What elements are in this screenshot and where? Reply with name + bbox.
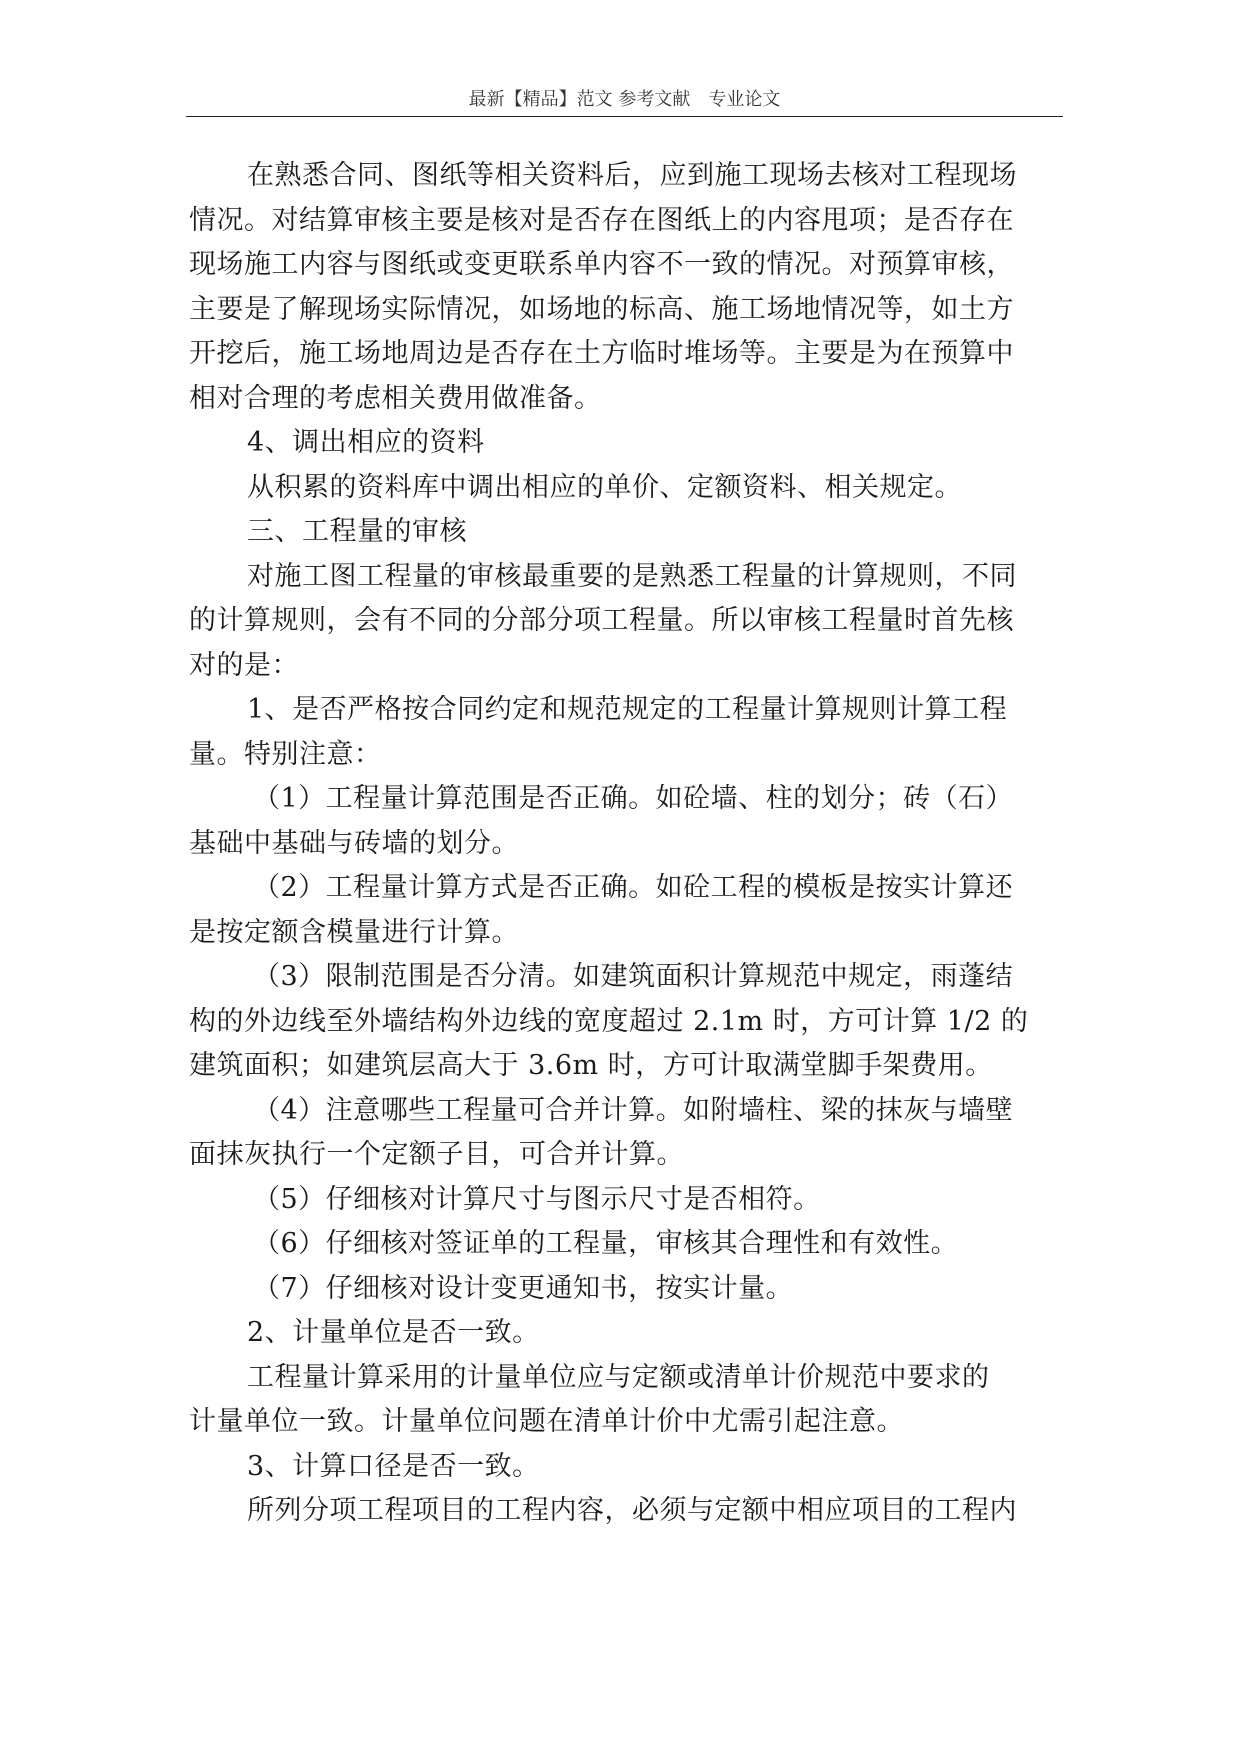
list-item: （2）工程量计算方式是否正确。如砼工程的模板是按实计算还 <box>253 872 1014 903</box>
paragraph-line: 对的是： <box>189 649 299 681</box>
list-item: 3、计算口径是否一致。 <box>247 1450 540 1482</box>
list-item: （3）限制范围是否分清。如建筑面积计算规范中规定，雨蓬结 <box>253 961 1014 992</box>
list-item: （4）注意哪些工程量可合并计算。如附墙柱、梁的抹灰与墙壁 <box>253 1094 1014 1126</box>
paragraph-line: 相对合理的考虑相关费用做准备。 <box>189 382 602 414</box>
list-item: （5）仔细核对计算尺寸与图示尺寸是否相符。 <box>253 1183 821 1215</box>
paragraph-line: 计量单位一致。计量单位问题在清单计价中尤需引起注意。 <box>189 1406 904 1437</box>
paragraph-line: 现场施工内容与图纸或变更联系单内容不一致的情况。对预算审核， <box>189 249 1014 280</box>
document-body <box>189 154 1057 1534</box>
header-divider <box>186 116 1063 117</box>
paragraph-line: 面抹灰执行一个定额子目，可合并计算。 <box>189 1139 684 1170</box>
paragraph-line: 建筑面积；如建筑层高大于 3.6m 时，方可计取满堂脚手架费用。 <box>189 1050 993 1081</box>
paragraph-line: 量。特别注意： <box>189 738 382 770</box>
list-item: （6）仔细核对签证单的工程量，审核其合理性和有效性。 <box>253 1228 959 1259</box>
paragraph-line: 工程量计算采用的计量单位应与定额或清单计价规范中要求的 <box>247 1361 990 1393</box>
paragraph-line: 所列分项工程项目的工程内容，必须与定额中相应项目的工程内 <box>247 1495 1017 1526</box>
section-heading: 三、工程量的审核 <box>247 516 467 547</box>
list-item: （1）工程量计算范围是否正确。如砼墙、柱的划分；砖（石） <box>253 783 1014 814</box>
paragraph-line: 的计算规则，会有不同的分部分项工程量。所以审核工程量时首先核 <box>189 605 1014 636</box>
list-item: 1、是否严格按合同约定和规范规定的工程量计算规则计算工程 <box>247 694 1008 725</box>
paragraph-line: 基础中基础与砖墙的划分。 <box>189 827 519 859</box>
paragraph-line: 是按定额含模量进行计算。 <box>189 916 519 948</box>
paragraph-line: 从积累的资料库中调出相应的单价、定额资料、相关规定。 <box>247 471 962 503</box>
paragraph-line: 对施工图工程量的审核最重要的是熟悉工程量的计算规则，不同 <box>247 560 1017 592</box>
paragraph-line: 情况。对结算审核主要是核对是否存在图纸上的内容甩项；是否存在 <box>189 204 1014 236</box>
paragraph-line: 在熟悉合同、图纸等相关资料后，应到施工现场去核对工程现场 <box>247 160 1017 191</box>
list-item: 2、计量单位是否一致。 <box>247 1317 540 1348</box>
paragraph-line: 主要是了解现场实际情况，如场地的标高、施工场地情况等，如土方 <box>189 293 1014 325</box>
list-item: （7）仔细核对设计变更通知书，按实计量。 <box>253 1272 794 1304</box>
section-heading: 4、调出相应的资料 <box>247 427 485 458</box>
page-header: 最新【精品】范文 参考文献 专业论文 <box>468 89 781 110</box>
paragraph-line: 开挖后，施工场地周边是否存在土方临时堆场等。主要是为在预算中 <box>189 338 1014 369</box>
paragraph-line: 构的外边线至外墙结构外边线的宽度超过 2.1m 时，方可计算 1/2 的 <box>189 1005 1029 1037</box>
